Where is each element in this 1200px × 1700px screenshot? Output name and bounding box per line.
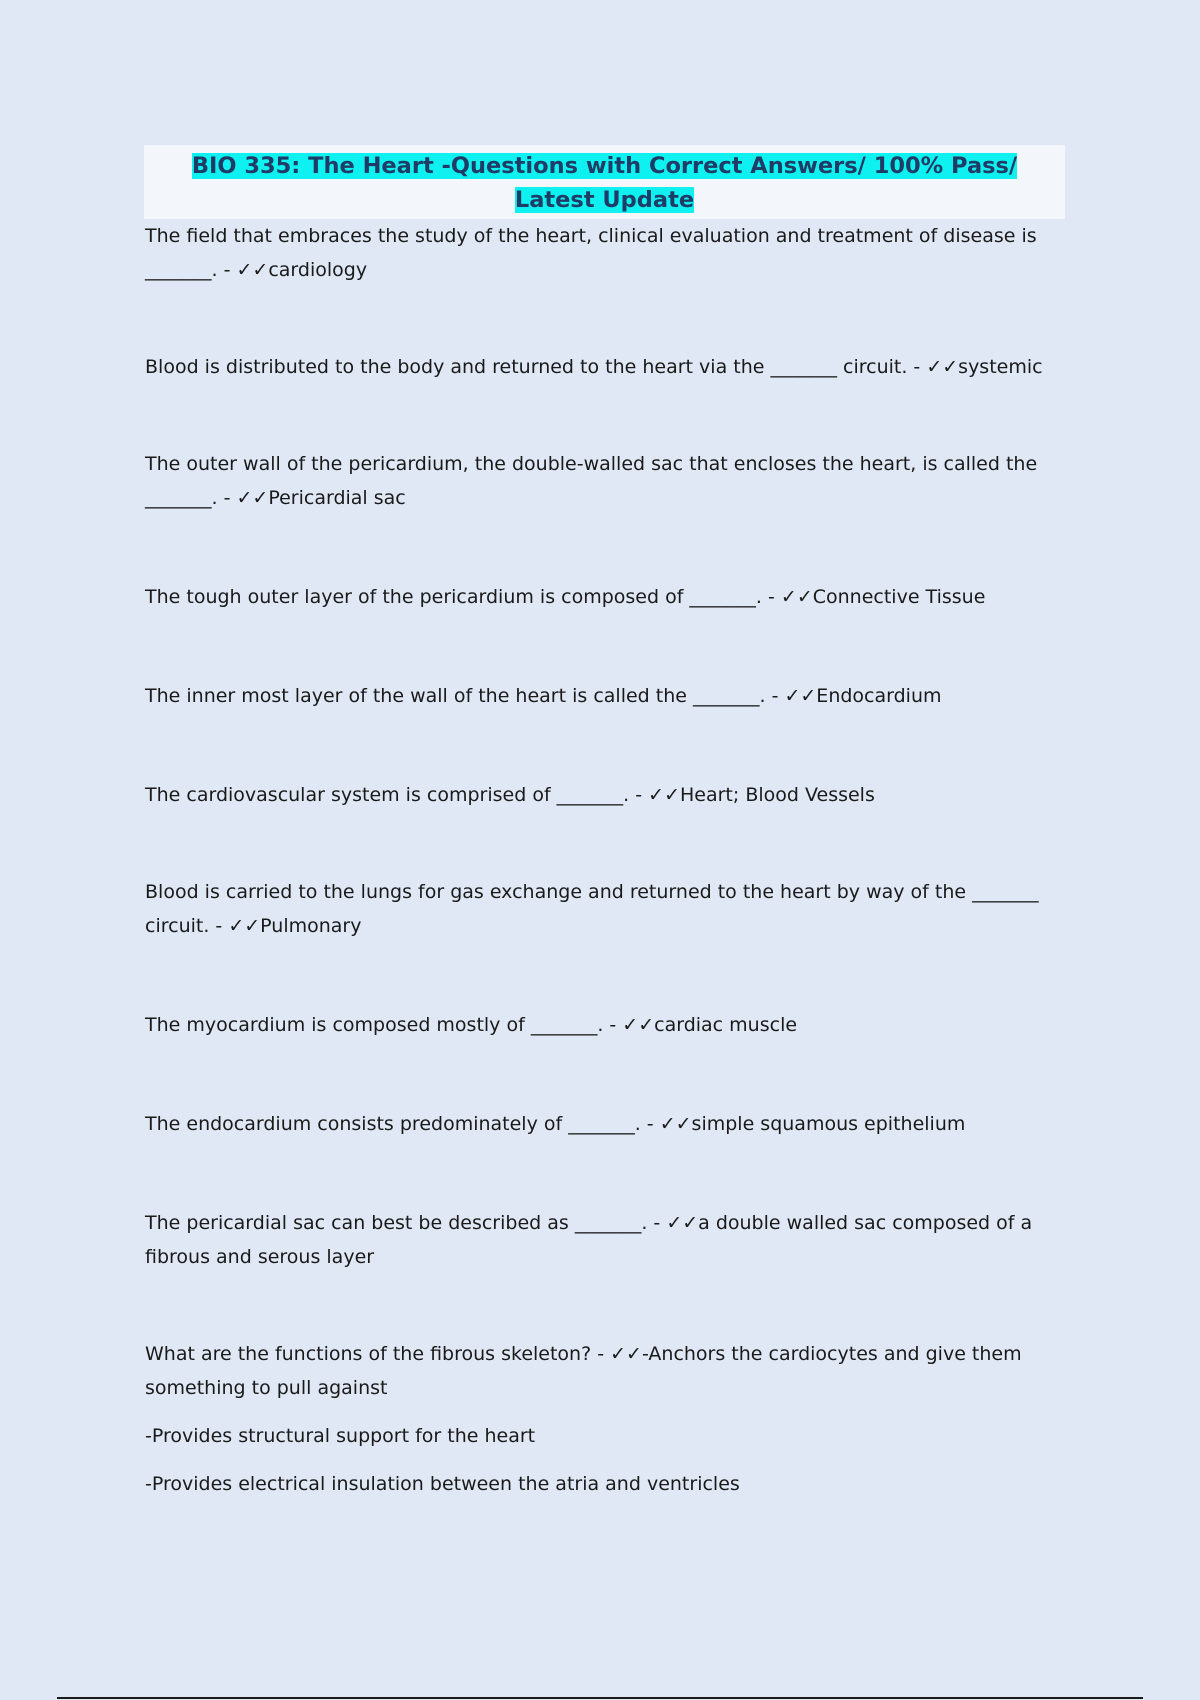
- question-text: The inner most layer of the wall of the heart is called the _______. -: [145, 685, 785, 707]
- document-title: BIO 335: The Heart -Questions with Correct Answers/ 100% Pass/ Latest Update: [191, 153, 1018, 213]
- qa-item-4: [145, 580, 1065, 614]
- qa-item-1: [145, 219, 1065, 287]
- qa-item-9: [145, 1107, 1065, 1141]
- question-text: What are the functions of the fibrous skeleton? -: [145, 1343, 611, 1365]
- qa-item-11: [145, 1337, 1065, 1405]
- question-text: The pericardial sac can best be described as _______. -: [145, 1212, 667, 1234]
- answer-continuation-line: -Provides structural support for the heart: [145, 1425, 536, 1447]
- answer-text: ✓✓Pericardial sac: [236, 487, 406, 509]
- answer-continuation-line: -Provides electrical insulation between the atria and ventricles: [145, 1473, 740, 1495]
- question-text: Blood is carried to the lungs for gas exchange and returned to the heart by way of the _______ circuit. -: [145, 881, 1039, 937]
- question-text: The myocardium is composed mostly of _______. -: [145, 1014, 623, 1036]
- answer-text: ✓✓systemic: [926, 356, 1043, 378]
- answer-text: ✓✓cardiac muscle: [622, 1014, 798, 1036]
- qa-item-3: [145, 447, 1065, 515]
- qa-item-5: [145, 679, 1065, 713]
- question-text: The cardiovascular system is comprised of _______. -: [145, 784, 649, 806]
- answer-text: ✓✓simple squamous epithelium: [659, 1113, 966, 1135]
- answer-text: ✓✓cardiology: [236, 259, 368, 281]
- question-text: The outer wall of the pericardium, the double-walled sac that encloses the heart, is called the _______. -: [145, 453, 1038, 509]
- question-text: Blood is distributed to the body and returned to the heart via the _______ circuit. -: [145, 356, 927, 378]
- question-text: The endocardium consists predominately of _______. -: [145, 1113, 660, 1135]
- qa-item-2: [145, 350, 1065, 384]
- footer-divider: [57, 1697, 1143, 1699]
- document-title-box: [144, 145, 1065, 219]
- answer-text: ✓✓Heart; Blood Vessels: [648, 784, 875, 806]
- answer-text: ✓✓Connective Tissue: [780, 586, 986, 608]
- document-page: [145, 145, 1065, 1501]
- qa-item-7: [145, 875, 1065, 943]
- answer-text: ✓✓Pulmonary: [228, 915, 362, 937]
- answer-text: ✓✓-Anchors the cardiocytes and give them something to pull against: [145, 1343, 1022, 1399]
- question-text: The field that embraces the study of the heart, clinical evaluation and treatment of disease is _______. -: [145, 225, 1037, 281]
- question-text: The tough outer layer of the pericardium is composed of _______. -: [145, 586, 781, 608]
- answer-text: ✓✓Endocardium: [784, 685, 942, 707]
- qa-item-10: [145, 1206, 1065, 1274]
- qa-item-8: [145, 1008, 1065, 1042]
- answer-text: ✓✓a double walled sac composed of a fibrous and serous layer: [145, 1212, 1033, 1268]
- qa-item-6: [145, 778, 1065, 812]
